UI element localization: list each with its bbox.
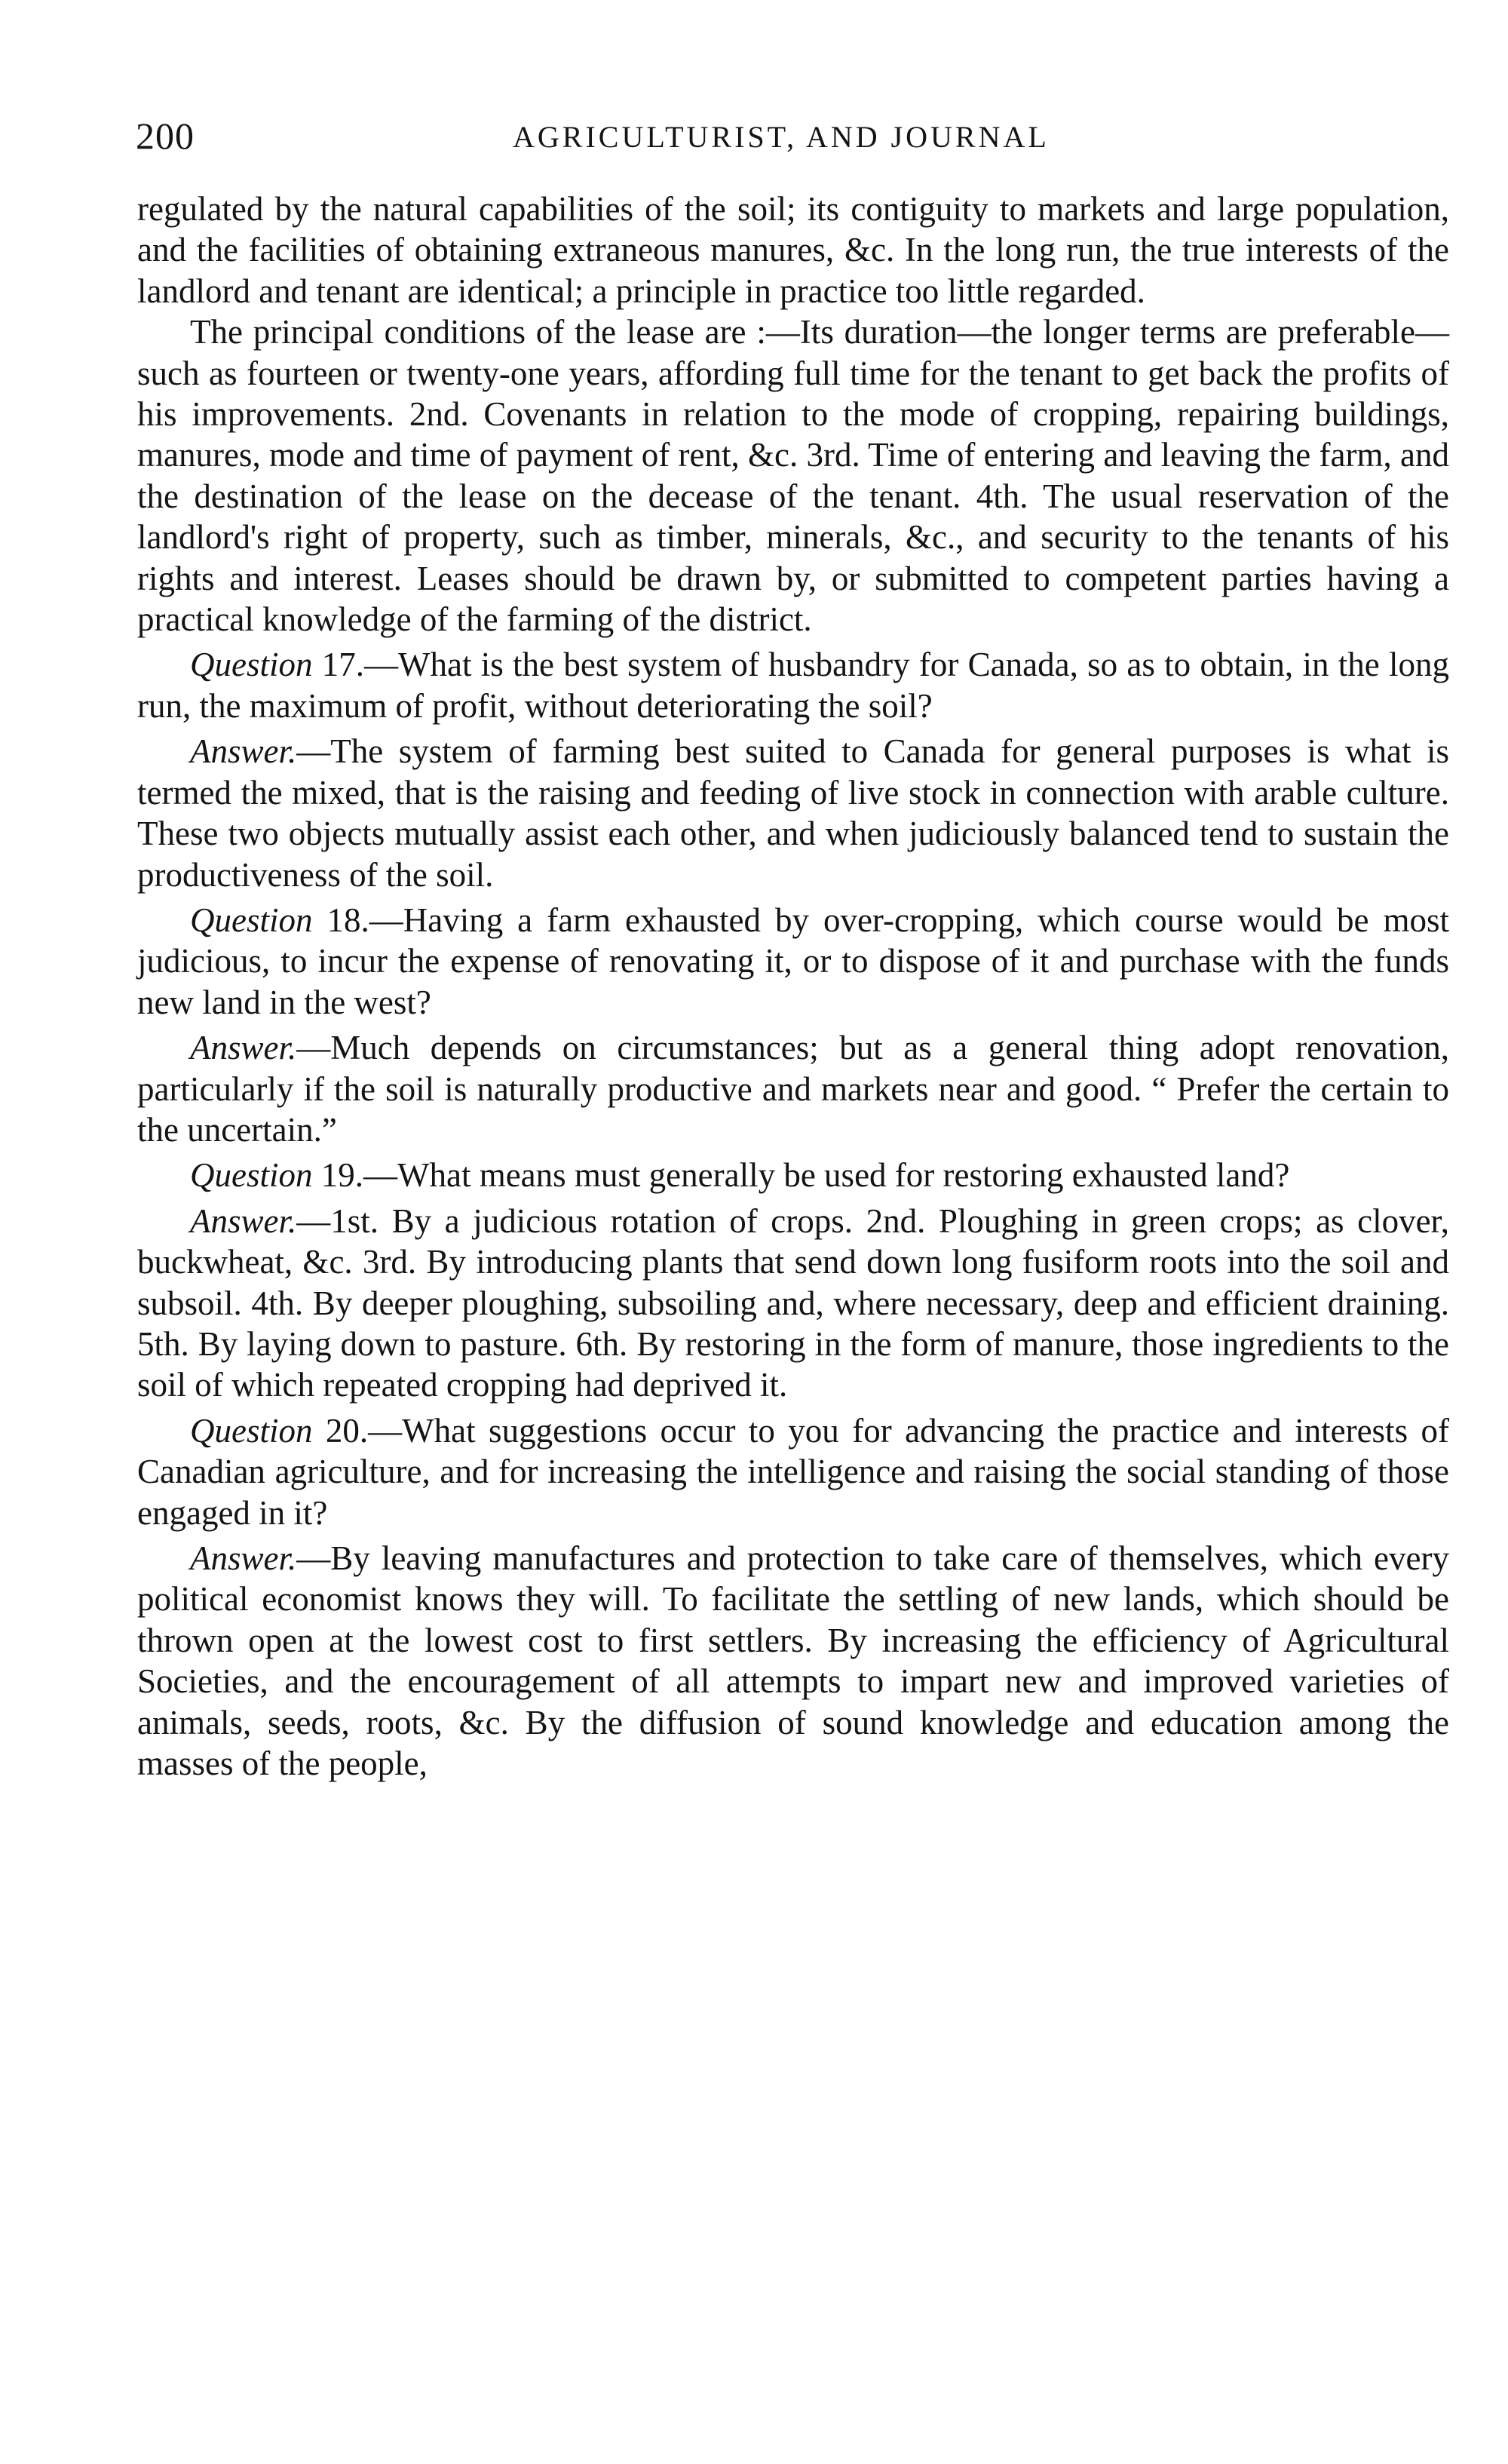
question-text: 17.—What is the best system of husbandry for Canada, so as to obtain, in the long run, the maximum of profit, without deteriorating the soil? [137, 646, 1449, 725]
answer-label: Answer. [190, 1201, 297, 1240]
running-title: AGRICULTURIST, AND JOURNAL [513, 120, 1050, 154]
question-label: Question [190, 901, 313, 939]
answer-text: —By leaving manufactures and protection to take care of themselves, which every political economist knows they will. To facilitate the settling of new lands, which should be thrown open at the lowest cost to first settlers. By increasing the efficiency of Agricultural Societies, and the encouragement of all attempts to impart new and improved varieties of animals, seeds, roots, &c. By the diffusion of sound knowledge and education among the masses of the people, [137, 1539, 1449, 1783]
answer-text: —1st. By a judicious rotation of crops. 2nd. Ploughing in green crops; as clover, buckwheat, &c. 3rd. By introducing plants that send down long fusiform roots into the soil and subsoil. 4th. By deeper ploughing, subsoiling and, where necessary, deep and efficient draining. 5th. By laying down to pasture. 6th. By restoring in the form of manure, those ingredients to the soil of which repeated cropping had deprived it. [137, 1201, 1449, 1404]
question-text: 18.—Having a farm exhausted by over-cropping, which course would be most judicious, to incur the expense of renovating it, or to dispose of it and purchase with the funds new land in the west? [137, 901, 1449, 1021]
running-head [136, 113, 1387, 158]
page-number: 200 [136, 115, 195, 157]
answer-19 [137, 1201, 1449, 1406]
answer-label: Answer. [190, 732, 297, 771]
answer-18 [137, 1027, 1449, 1150]
question-18 [137, 900, 1449, 1023]
question-label: Question [190, 646, 313, 684]
question-19 [137, 1155, 1449, 1195]
question-label: Question [190, 1411, 313, 1450]
question-text: 19.—What means must generally be used for restoring exhausted land? [312, 1156, 1290, 1195]
answer-text: —The system of farming best suited to Canada for general purposes is what is termed the mixed, that is the raising and feeding of live stock in connection with arable culture. These two objects mutually assist each other, and when judiciously balanced tend to sustain the productiveness of the soil. [137, 732, 1449, 894]
question-20 [137, 1410, 1449, 1533]
answer-20 [137, 1538, 1449, 1784]
body-text [137, 189, 1449, 1784]
paragraph-text: The principal conditions of the lease are :—Its duration—the longer terms are preferable—such as fourteen or twenty-one years, affording full time for the tenant to get back the profits of his improvements. 2nd. Covenants in relation to the mode of cropping, repairing buildings, manures, mode and time of payment of rent, &c. 3rd. Time of entering and leaving the farm, and the destination of the lease on the decease of the tenant. 4th. The usual reservation of the landlord's right of property, such as timber, minerals, &c., and security to the tenants of his rights and interest. Leases should be drawn by, or submitted to competent parties having a practical knowledge of the farming of the district. [137, 313, 1449, 639]
question-label: Question [190, 1156, 313, 1195]
paragraph-text: regulated by the natural capabilities of the soil; its contiguity to markets and large population, and the facilities of obtaining extraneous manures, &c. In the long run, the true interests of the landlord and tenant are identical; a principle in practice too little regarded. [137, 190, 1449, 310]
question-17 [137, 644, 1449, 726]
paragraph-lease-conditions [137, 311, 1449, 640]
question-text: 20.—What suggestions occur to you for advancing the practice and interests of Canadian agriculture, and for increasing the intelligence and raising the social standing of those engaged in it? [137, 1411, 1449, 1532]
paragraph-lease-factors [137, 189, 1449, 311]
answer-17 [137, 731, 1449, 895]
answer-text: —Much depends on circumstances; but as a general thing adopt renovation, particularly if the soil is naturally productive and markets near and good. “ Prefer the certain to the uncertain.” [137, 1029, 1449, 1149]
answer-label: Answer. [190, 1539, 297, 1577]
answer-label: Answer. [190, 1029, 297, 1067]
